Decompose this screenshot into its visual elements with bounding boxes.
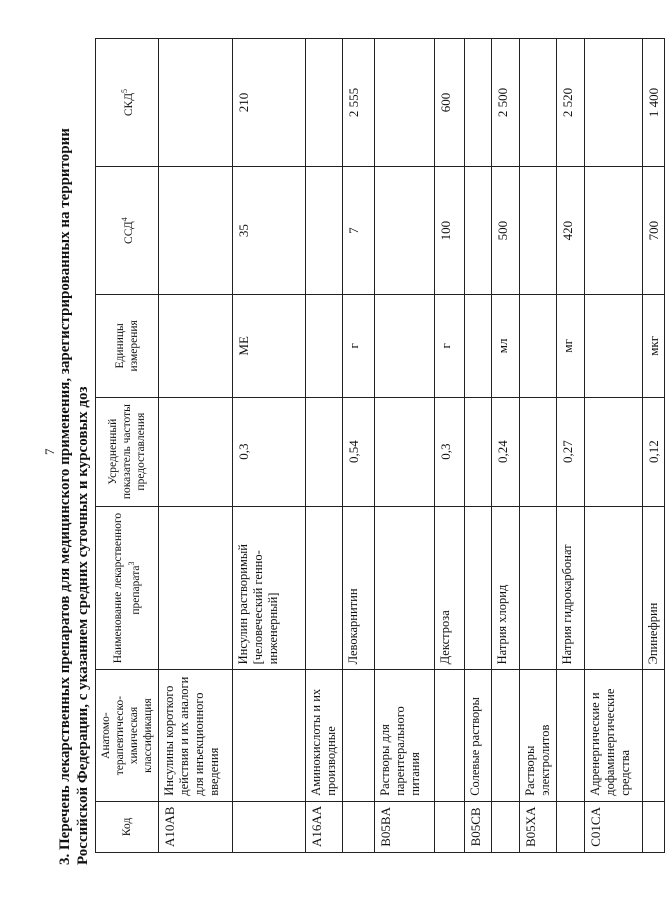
- cell-atc: Адренергические и дофаминергические средства: [585, 670, 643, 801]
- cell-frequency: [306, 397, 343, 506]
- cell-skd: 2 555: [343, 39, 375, 167]
- cell-ssd: [159, 167, 233, 295]
- cell-atc: Солевые растворы: [465, 670, 492, 801]
- cell-code: [492, 801, 520, 852]
- cell-unit: МЕ: [233, 295, 306, 397]
- cell-frequency: 0,3: [435, 397, 465, 506]
- cell-ssd: [465, 167, 492, 295]
- cell-code: C01CA: [585, 801, 643, 852]
- cell-skd: 600: [435, 39, 465, 167]
- cell-drug: Инсулин растворимый [человеческий генно-инженерный]: [233, 506, 306, 670]
- header-atc: Анатомо-терапевтическо-химическая классификация: [96, 670, 159, 801]
- cell-drug: [306, 506, 343, 670]
- cell-unit: [585, 295, 643, 397]
- cell-code: A10AB: [159, 801, 233, 852]
- cell-ssd: 100: [435, 167, 465, 295]
- cell-ssd: [585, 167, 643, 295]
- cell-atc: Аминокислоты и их производные: [306, 670, 343, 801]
- cell-drug: Левокарнитин: [343, 506, 375, 670]
- table-row: [585, 39, 643, 853]
- cell-frequency: 0,12: [643, 397, 665, 506]
- header-drug: Наименование лекарственного препарата$^3$: [96, 506, 159, 670]
- cell-frequency: 0,54: [343, 397, 375, 506]
- cell-unit: г: [343, 295, 375, 397]
- cell-unit: [375, 295, 435, 397]
- cell-ssd: 7: [343, 167, 375, 295]
- cell-skd: [585, 39, 643, 167]
- table-row: [465, 39, 492, 853]
- cell-frequency: [585, 397, 643, 506]
- cell-atc: Растворы для парентерального питания: [375, 670, 435, 801]
- cell-skd: [520, 39, 557, 167]
- cell-ssd: 700: [643, 167, 665, 295]
- cell-ssd: [375, 167, 435, 295]
- cell-frequency: 0,3: [233, 397, 306, 506]
- cell-skd: 210: [233, 39, 306, 167]
- cell-drug: [465, 506, 492, 670]
- header-code: Код: [96, 801, 159, 852]
- cell-skd: [465, 39, 492, 167]
- cell-skd: [375, 39, 435, 167]
- table-row: [492, 39, 520, 853]
- table-row: [557, 39, 585, 853]
- cell-drug: Натрия хлорид: [492, 506, 520, 670]
- cell-atc: [492, 670, 520, 801]
- table-row: [233, 39, 306, 853]
- cell-code: A16AA: [306, 801, 343, 852]
- cell-atc: [343, 670, 375, 801]
- cell-skd: 2 520: [557, 39, 585, 167]
- cell-code: [435, 801, 465, 852]
- cell-drug: [585, 506, 643, 670]
- cell-frequency: 0,27: [557, 397, 585, 506]
- table-row: [643, 39, 665, 853]
- cell-frequency: [465, 397, 492, 506]
- cell-drug: Натрия гидрокарбонат: [557, 506, 585, 670]
- table-row: [306, 39, 343, 853]
- cell-frequency: 0,24: [492, 397, 520, 506]
- cell-unit: мкг: [643, 295, 665, 397]
- cell-atc: [233, 670, 306, 801]
- cell-code: [557, 801, 585, 852]
- cell-drug: Эпинефрин: [643, 506, 665, 670]
- cell-skd: 1 400: [643, 39, 665, 167]
- cell-atc: Растворы электролитов: [520, 670, 557, 801]
- drug-table: [95, 38, 665, 853]
- table-row: [435, 39, 465, 853]
- cell-ssd: 420: [557, 167, 585, 295]
- section-heading: [56, 45, 92, 865]
- cell-atc: [643, 670, 665, 801]
- page-number: 7: [42, 448, 57, 455]
- cell-unit: [520, 295, 557, 397]
- cell-unit: мл: [492, 295, 520, 397]
- cell-skd: [306, 39, 343, 167]
- cell-atc: [557, 670, 585, 801]
- cell-unit: [465, 295, 492, 397]
- cell-code: [233, 801, 306, 852]
- table-row: [520, 39, 557, 853]
- cell-drug: [159, 506, 233, 670]
- cell-ssd: [520, 167, 557, 295]
- cell-frequency: [375, 397, 435, 506]
- cell-drug: [375, 506, 435, 670]
- cell-ssd: 500: [492, 167, 520, 295]
- cell-unit: г: [435, 295, 465, 397]
- cell-code: B05CB: [465, 801, 492, 852]
- header-skd: СКД$^5$: [96, 39, 159, 167]
- cell-ssd: [306, 167, 343, 295]
- cell-code: [343, 801, 375, 852]
- heading-line-1: 3. Перечень лекарственных препаратов для медицинского применения, зарегистрированных на территории: [57, 128, 73, 865]
- cell-atc: [435, 670, 465, 801]
- header-ssd: ССД$^4$: [96, 167, 159, 295]
- cell-drug: Декстроза: [435, 506, 465, 670]
- cell-skd: [159, 39, 233, 167]
- header-unit: Единицы измерения: [96, 295, 159, 397]
- cell-ssd: 35: [233, 167, 306, 295]
- cell-skd: 2 500: [492, 39, 520, 167]
- cell-unit: [306, 295, 343, 397]
- cell-atc: Инсулины короткого действия и их аналоги для инъекционного введения: [159, 670, 233, 801]
- cell-code: B05BA: [375, 801, 435, 852]
- cell-frequency: [520, 397, 557, 506]
- cell-frequency: [159, 397, 233, 506]
- header-frequency: Усредненный показатель частоты предоставления: [96, 397, 159, 506]
- heading-line-2: Российской Федерации, с указанием средних суточных и курсовых доз: [75, 386, 91, 865]
- cell-unit: [159, 295, 233, 397]
- table-body: [159, 39, 665, 853]
- table-row: [375, 39, 435, 853]
- table-header-row: [96, 39, 159, 853]
- table-row: [343, 39, 375, 853]
- cell-code: B05XA: [520, 801, 557, 852]
- cell-code: [643, 801, 665, 852]
- table-row: [159, 39, 233, 853]
- cell-unit: мг: [557, 295, 585, 397]
- cell-drug: [520, 506, 557, 670]
